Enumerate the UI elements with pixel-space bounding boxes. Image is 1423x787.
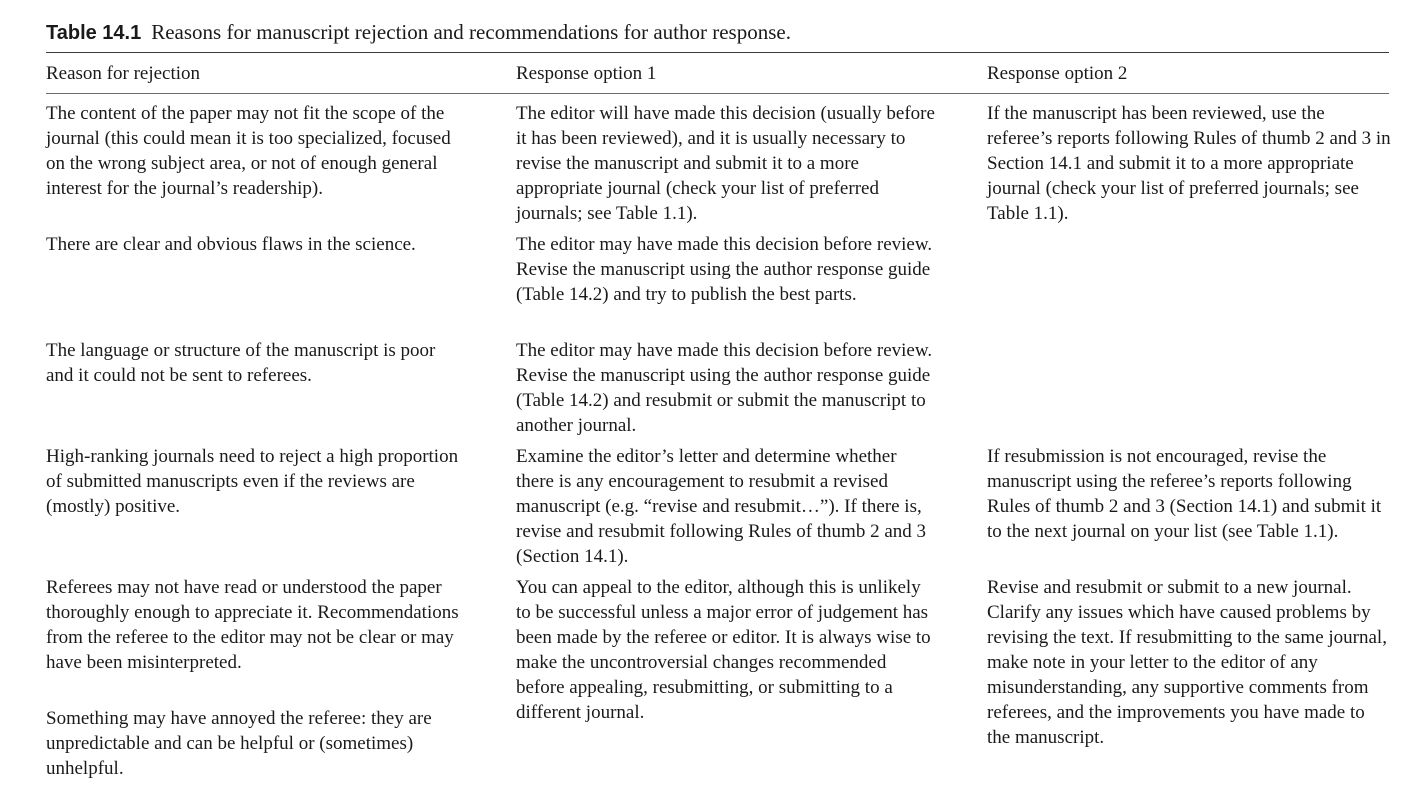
table-title: Reasons for manuscript rejection and recommendations for author response.	[151, 20, 791, 44]
row-4-reason: High-ranking journals need to reject a high proportion of submitted manuscripts even if the reviews are (mostly) positive.	[46, 446, 459, 517]
row-1-option-1: The editor will have made this decision (usually before it has been reviewed), and it is usually necessary to revise the manuscript and submit it to a more appropriate journal (check your list of preferred journals; see Table 1.1).	[516, 103, 935, 224]
header-option-2: Response option 2	[987, 63, 1128, 84]
header-rule	[46, 93, 1389, 94]
row-4-option-1: Examine the editor’s letter and determine whether there is any encouragement to resubmit a revised manuscript (e.g. “revise and resubmit…”). If there is, revise and resubmit following Rules of thumb 2 and 3 (Section 14.1).	[516, 446, 927, 567]
row-1-reason: The content of the paper may not fit the scope of the journal (this could mean it is too specialized, focused on the wrong subject area, or not of enough general interest for the journal’s readership).	[46, 103, 451, 199]
table-label: Table 14.1	[46, 22, 142, 44]
row-1-option-2: If the manuscript has been reviewed, use the referee’s reports following Rules of thumb 2 and 3 in Section 14.1 and submit it to a more appropriate journal (check your list of preferred journals; see Table 1.1).	[987, 103, 1391, 224]
row-6-reason: Something may have annoyed the referee: they are unpredictable and can be helpful or (sometimes) unhelpful.	[46, 708, 432, 779]
row-2-reason: There are clear and obvious flaws in the science.	[46, 234, 416, 255]
row-2-option-1: The editor may have made this decision before review. Revise the manuscript using the author response guide (Table 14.2) and try to publish the best parts.	[516, 234, 933, 305]
header-option-1: Response option 1	[516, 63, 657, 84]
row-5-option-1: You can appeal to the editor, although this is unlikely to be successful unless a major error of judgement has been made by the referee or editor. It is always wise to make the uncontroversial changes recommended before appealing, resubmitting, or submitting to a different journal.	[516, 577, 931, 723]
row-3-option-1: The editor may have made this decision before review. Revise the manuscript using the author response guide (Table 14.2) and resubmit or submit the manuscript to another journal.	[516, 340, 933, 436]
table-top-rule	[46, 52, 1389, 53]
row-5-option-2: Revise and resubmit or submit to a new journal. Clarify any issues which have caused problems by revising the text. If resubmitting to the same journal, make note in your letter to the editor of any misunderstanding, any supportive comments from referees, and the improvements you have made to the manuscript.	[987, 577, 1387, 748]
row-3-reason: The language or structure of the manuscript is poor and it could not be sent to referees.	[46, 340, 436, 386]
table-caption	[46, 17, 791, 48]
row-4-option-2: If resubmission is not encouraged, revise the manuscript using the referee’s reports following Rules of thumb 2 and 3 (Section 14.1) and submit it to the next journal on your list (see Table 1.1).	[987, 446, 1382, 542]
header-reason: Reason for rejection	[46, 63, 201, 84]
row-5-reason: Referees may not have read or understood the paper thoroughly enough to appreciate it. Recommendations from the referee to the editor may not be clear or may have been misinterpreted.	[46, 577, 459, 673]
